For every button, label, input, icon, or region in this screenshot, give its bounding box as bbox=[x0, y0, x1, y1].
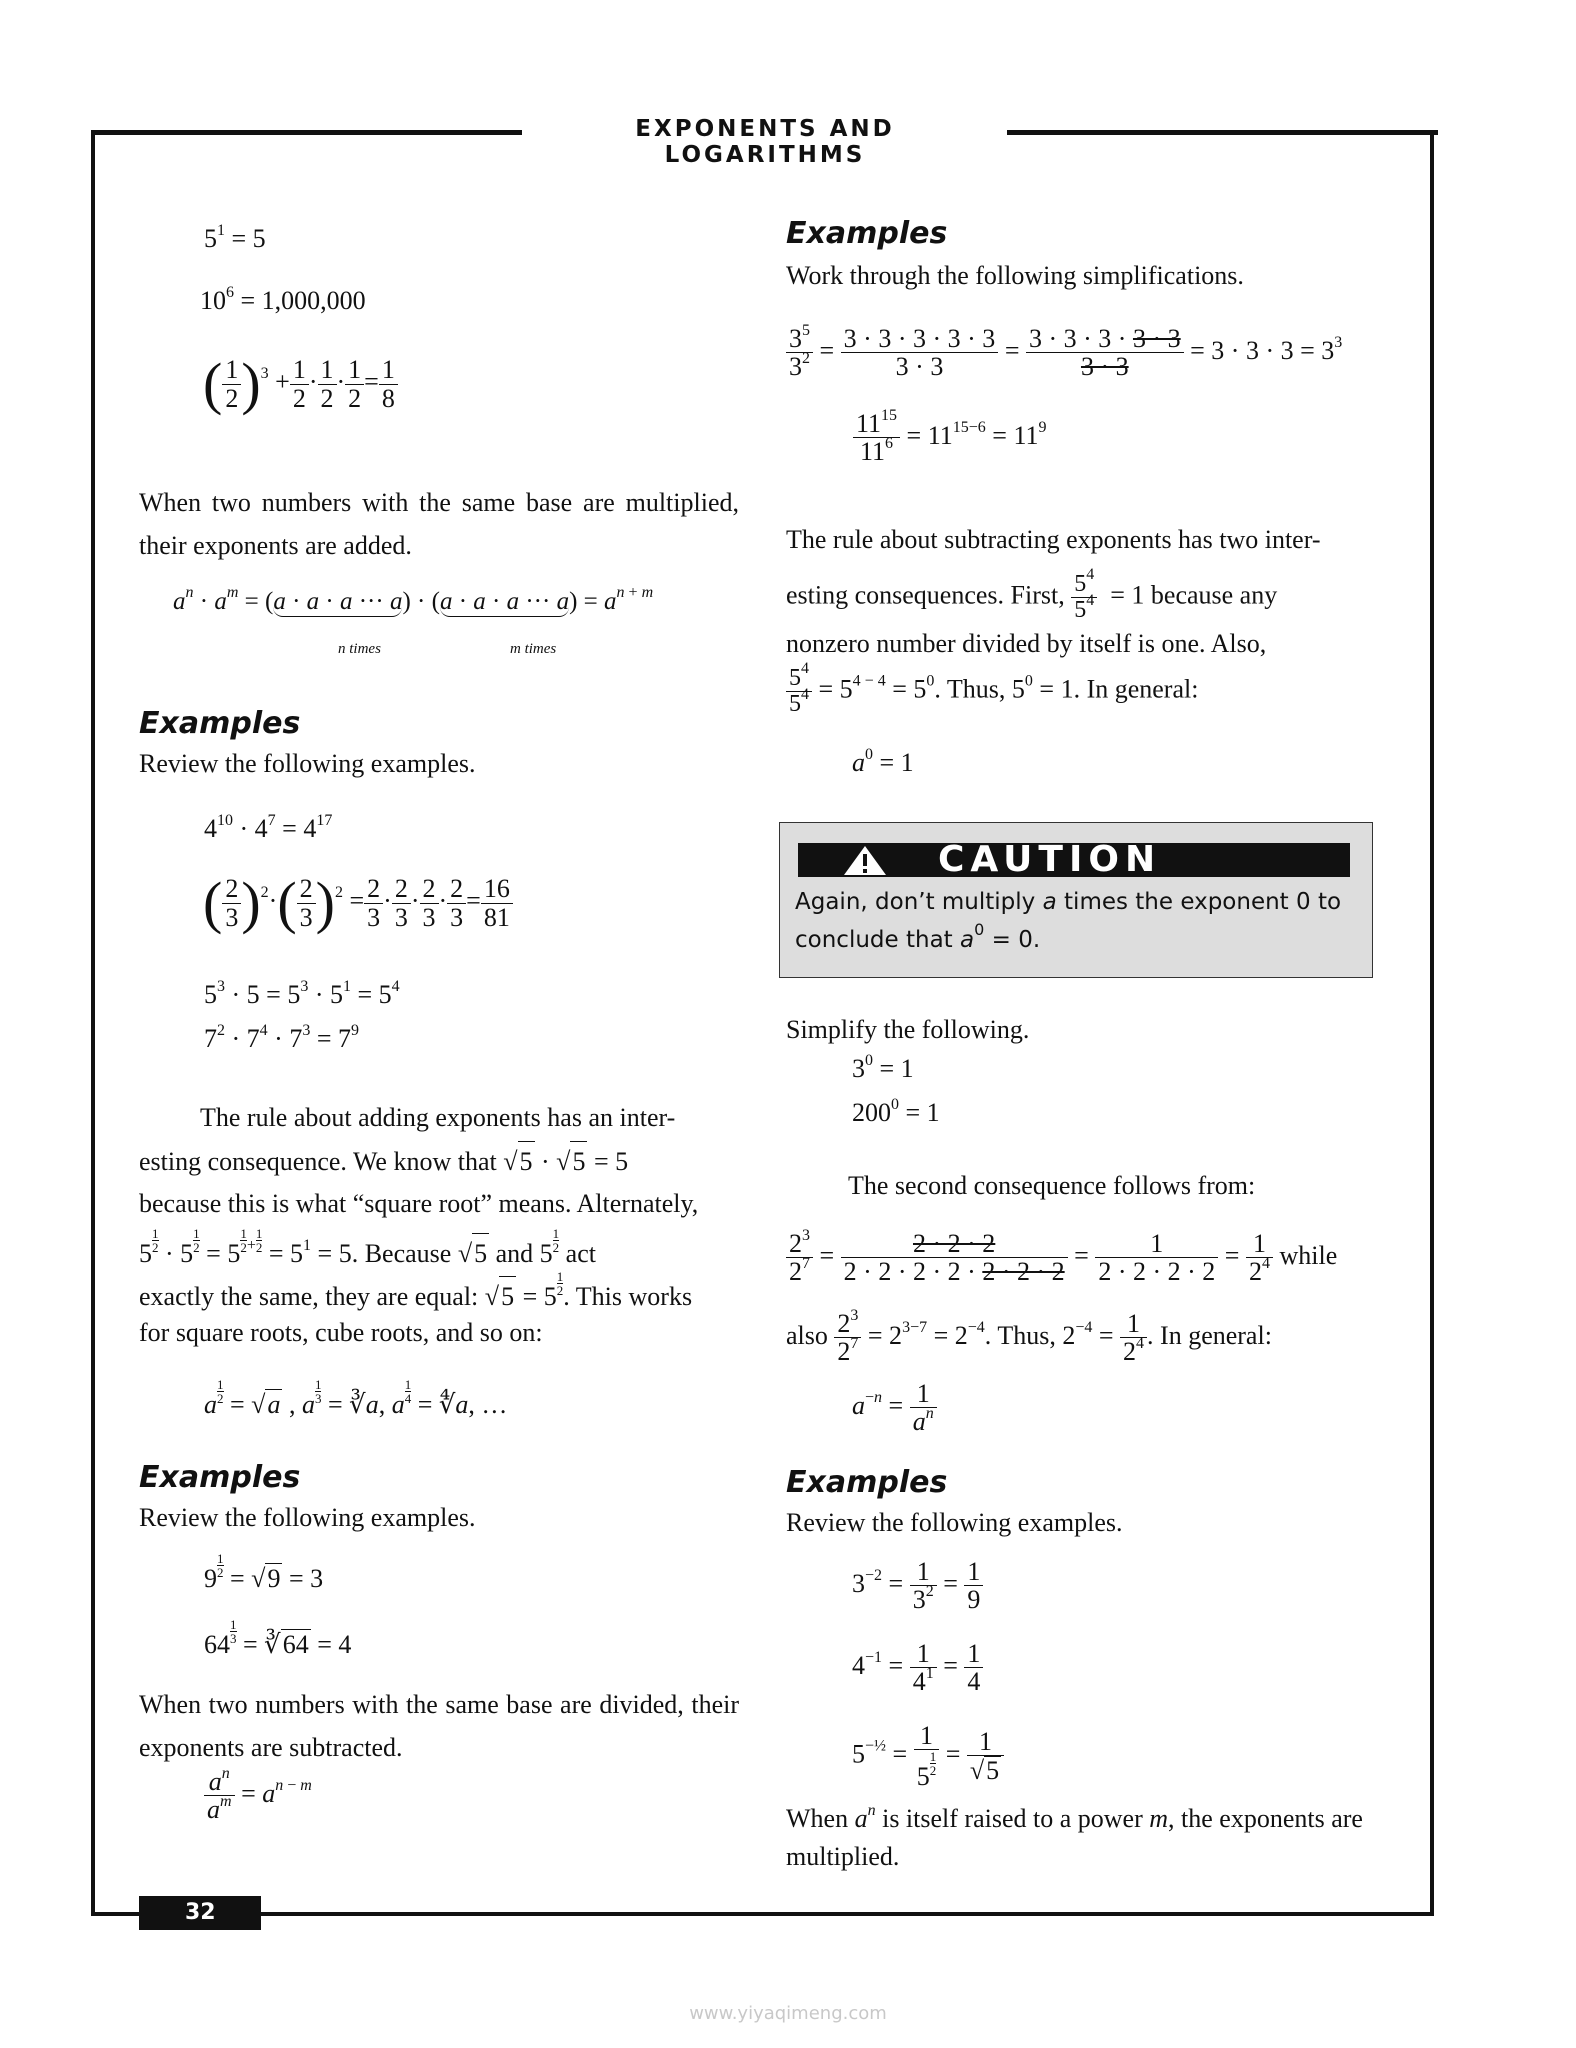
example-11-powers: $\frac{11^{15}}{11^6}$ = $11^{15-6} = 11^9$ bbox=[853, 410, 1046, 466]
paragraph-adding-line6: for square roots, cube roots, and so on: bbox=[139, 1318, 543, 1347]
equation-5-to-1: $5^1 = 5$ bbox=[204, 222, 266, 253]
rule-negative-exponent: $a^{-n}$ = $\frac{1}{a^n}$ bbox=[852, 1380, 937, 1436]
rule-fractional-roots: a $\frac{1}{2}$ = √a , a $\frac{1}{3}$ = ∛a, a $\frac{1}{4}$ = ∜a, … bbox=[204, 1377, 508, 1419]
paragraph-divide-rule: When two numbers with the same base are divided, their exponents are subtracted. bbox=[139, 1690, 739, 1762]
rule-zero-exponent: $a^0 = 1$ bbox=[852, 746, 914, 777]
example-4-powers: $4^{10} \cdot 4^7 = 4^{17}$ bbox=[204, 812, 333, 843]
paragraph-second-consequence: The second consequence follows from: bbox=[848, 1171, 1256, 1200]
footer-watermark: www.yiyaqimeng.com bbox=[689, 2003, 887, 2024]
simplify-intro: Simplify the following. bbox=[786, 1015, 1030, 1044]
running-header: EXPONENTS AND LOGARITHMS bbox=[635, 116, 895, 168]
example-5-powers: $5^3 \cdot 5 = 5^3 \cdot 5^1 = 5^4$ bbox=[204, 978, 400, 1009]
caution-title: CAUTION bbox=[938, 839, 1162, 880]
examples-heading-3: Examples bbox=[786, 216, 948, 251]
example-3-zero: $3^0 = 1$ bbox=[852, 1052, 914, 1083]
paragraph-subtract-line3: nonzero number divided by itself is one. Also, bbox=[786, 629, 1267, 658]
equation-10-to-6: $10^6 = 1,000,000$ bbox=[200, 284, 366, 315]
example-4-neg-1: $4^{-1}$ = $\frac{1}{4^1}$ = $\frac{1}{4}$ bbox=[852, 1640, 983, 1696]
equation-half-cubed: ( $\frac{1}{2}$ )$^3$ + $\frac{1}{2}$ · $\frac{1}{2}$ · $\frac{1}{2}$ = $\frac{1}{8}$ bbox=[203, 355, 398, 413]
paragraph-adding-line1: The rule about adding exponents has an inter- bbox=[200, 1103, 676, 1132]
paragraph-subtract-line1: The rule about subtracting exponents has two inter- bbox=[786, 525, 1321, 554]
label-m-times: m times bbox=[510, 641, 557, 657]
examples-intro-3: Work through the following simplifications. bbox=[786, 261, 1244, 290]
example-also-negative: also $\frac{2^3}{2^7}$ = $2^{3-7} = 2^{-4}$. Thus, $2^{-4}$ = $\frac{1}{2^4}$ . In general: bbox=[786, 1307, 1272, 1367]
paragraph-multiply-rule: When two numbers with the same base are multiplied, their exponents are added. bbox=[139, 488, 739, 560]
example-2-cubed-over-seventh: $\frac{2^3}{2^7}$ = $\frac{2 \cdot 2 \cdot 2}{2 \cdot 2 \cdot 2 \cdot 2 \cdot 2 \cdot 2 \cdot 2}$ = $\frac{1}{2 \cdot 2 \cdot 2 \cdot 2}$ = $\frac{1}{2^4}$ while bbox=[786, 1230, 1337, 1286]
example-7-powers: $7^2 \cdot 7^4 \cdot 7^3 = 7^9$ bbox=[204, 1022, 360, 1053]
paragraph-power-of-power: When $a^n$ is itself raised to a power m, the exponents are multiplied. bbox=[786, 1802, 1363, 1871]
paragraph-subtract-line2: esting consequences. First, $\frac{5^4}{5^4}$ = 1 because any bbox=[786, 566, 1278, 624]
example-3-neg-2: $3^{-2}$ = $\frac{1}{3^2}$ = $\frac{1}{9}$ bbox=[852, 1558, 983, 1614]
example-64-third: 64 $\frac{1}{3}$ = ∛64 = 4 bbox=[204, 1617, 352, 1659]
example-200-zero: $200^0 = 1$ bbox=[852, 1096, 940, 1127]
paragraph-adding-line4: 5 $\frac{1}{2}$ · 5 $\frac{1}{2}$ = 5 $\frac{1}{2}$ + $\frac{1}{2}$ = $5^1 = 5$. Because √5 and 5 $\frac{1}{2}$ act bbox=[139, 1227, 596, 1274]
caution-text: Again, don’t multiply a times the exponent 0 to conclude that $a^0 = 0$. bbox=[795, 889, 1342, 953]
examples-heading-2: Examples bbox=[139, 1460, 301, 1495]
caution-box bbox=[779, 822, 1373, 978]
caution-banner bbox=[798, 839, 1350, 880]
example-3-fifth-over-square: $\frac{3^5}{3^2}$ = $\frac{3 \cdot 3 \cdot 3 \cdot 3 \cdot 3}{3 \cdot 3}$ = $\frac{3 \cdot 3 \cdot 3 \cdot 3 \cdot 3}{3 \cdot 3}$ = $3 \cdot 3 \cdot 3 = 3^3$ bbox=[786, 325, 1342, 381]
warning-icon bbox=[842, 844, 888, 882]
paragraph-adding-line5: exactly the same, they are equal: √5 = 5 $\frac{1}{2}$ . This works bbox=[139, 1270, 692, 1317]
examples-heading-1: Examples bbox=[139, 706, 301, 741]
examples-heading-4: Examples bbox=[786, 1465, 948, 1500]
example-9-half: 9 $\frac{1}{2}$ = √9 = 3 bbox=[204, 1551, 324, 1593]
rule-quotient-of-powers: $\frac{a^n}{a^m}$ = $a^{n - m}$ bbox=[204, 1768, 312, 1824]
rule-product-of-powers: $a^n \cdot a^m = (a \cdot a \cdot a$ ··· a) · (a · a · a ··· $a) = a^{n + m}$ bbox=[173, 584, 654, 615]
paragraph-adding-line3: because this is what “square root” means. Alternately, bbox=[139, 1189, 699, 1218]
examples-intro-4: Review the following examples. bbox=[786, 1508, 1123, 1537]
example-5-neg-half: $5^{-\frac{1}{2}}$ = 1 5 $\frac{1}{2}$ = $\frac{1}{√5}$ bbox=[852, 1722, 1004, 1791]
examples-intro-1: Review the following examples. bbox=[139, 749, 476, 778]
examples-intro-2: Review the following examples. bbox=[139, 1503, 476, 1532]
label-n-times: n times bbox=[338, 641, 381, 657]
page-number: 32 bbox=[139, 1896, 261, 1930]
example-two-thirds: ( $\frac{2}{3}$ )$^2$·( $\frac{2}{3}$ )$^2$ = $\frac{2}{3}$ · $\frac{2}{3}$ · $\frac{2}{3}$ · $\frac{2}{3}$ = $\frac{16}{81}$ bbox=[203, 874, 513, 932]
paragraph-subtract-line4: $\frac{5^4}{5^4}$ = $5^{4 - 4} = 5^0$. Thus, $5^0 = 1$. In general: bbox=[786, 666, 1198, 717]
paragraph-adding-line2: esting consequence. We know that √5 · √5 = 5 bbox=[139, 1141, 628, 1182]
